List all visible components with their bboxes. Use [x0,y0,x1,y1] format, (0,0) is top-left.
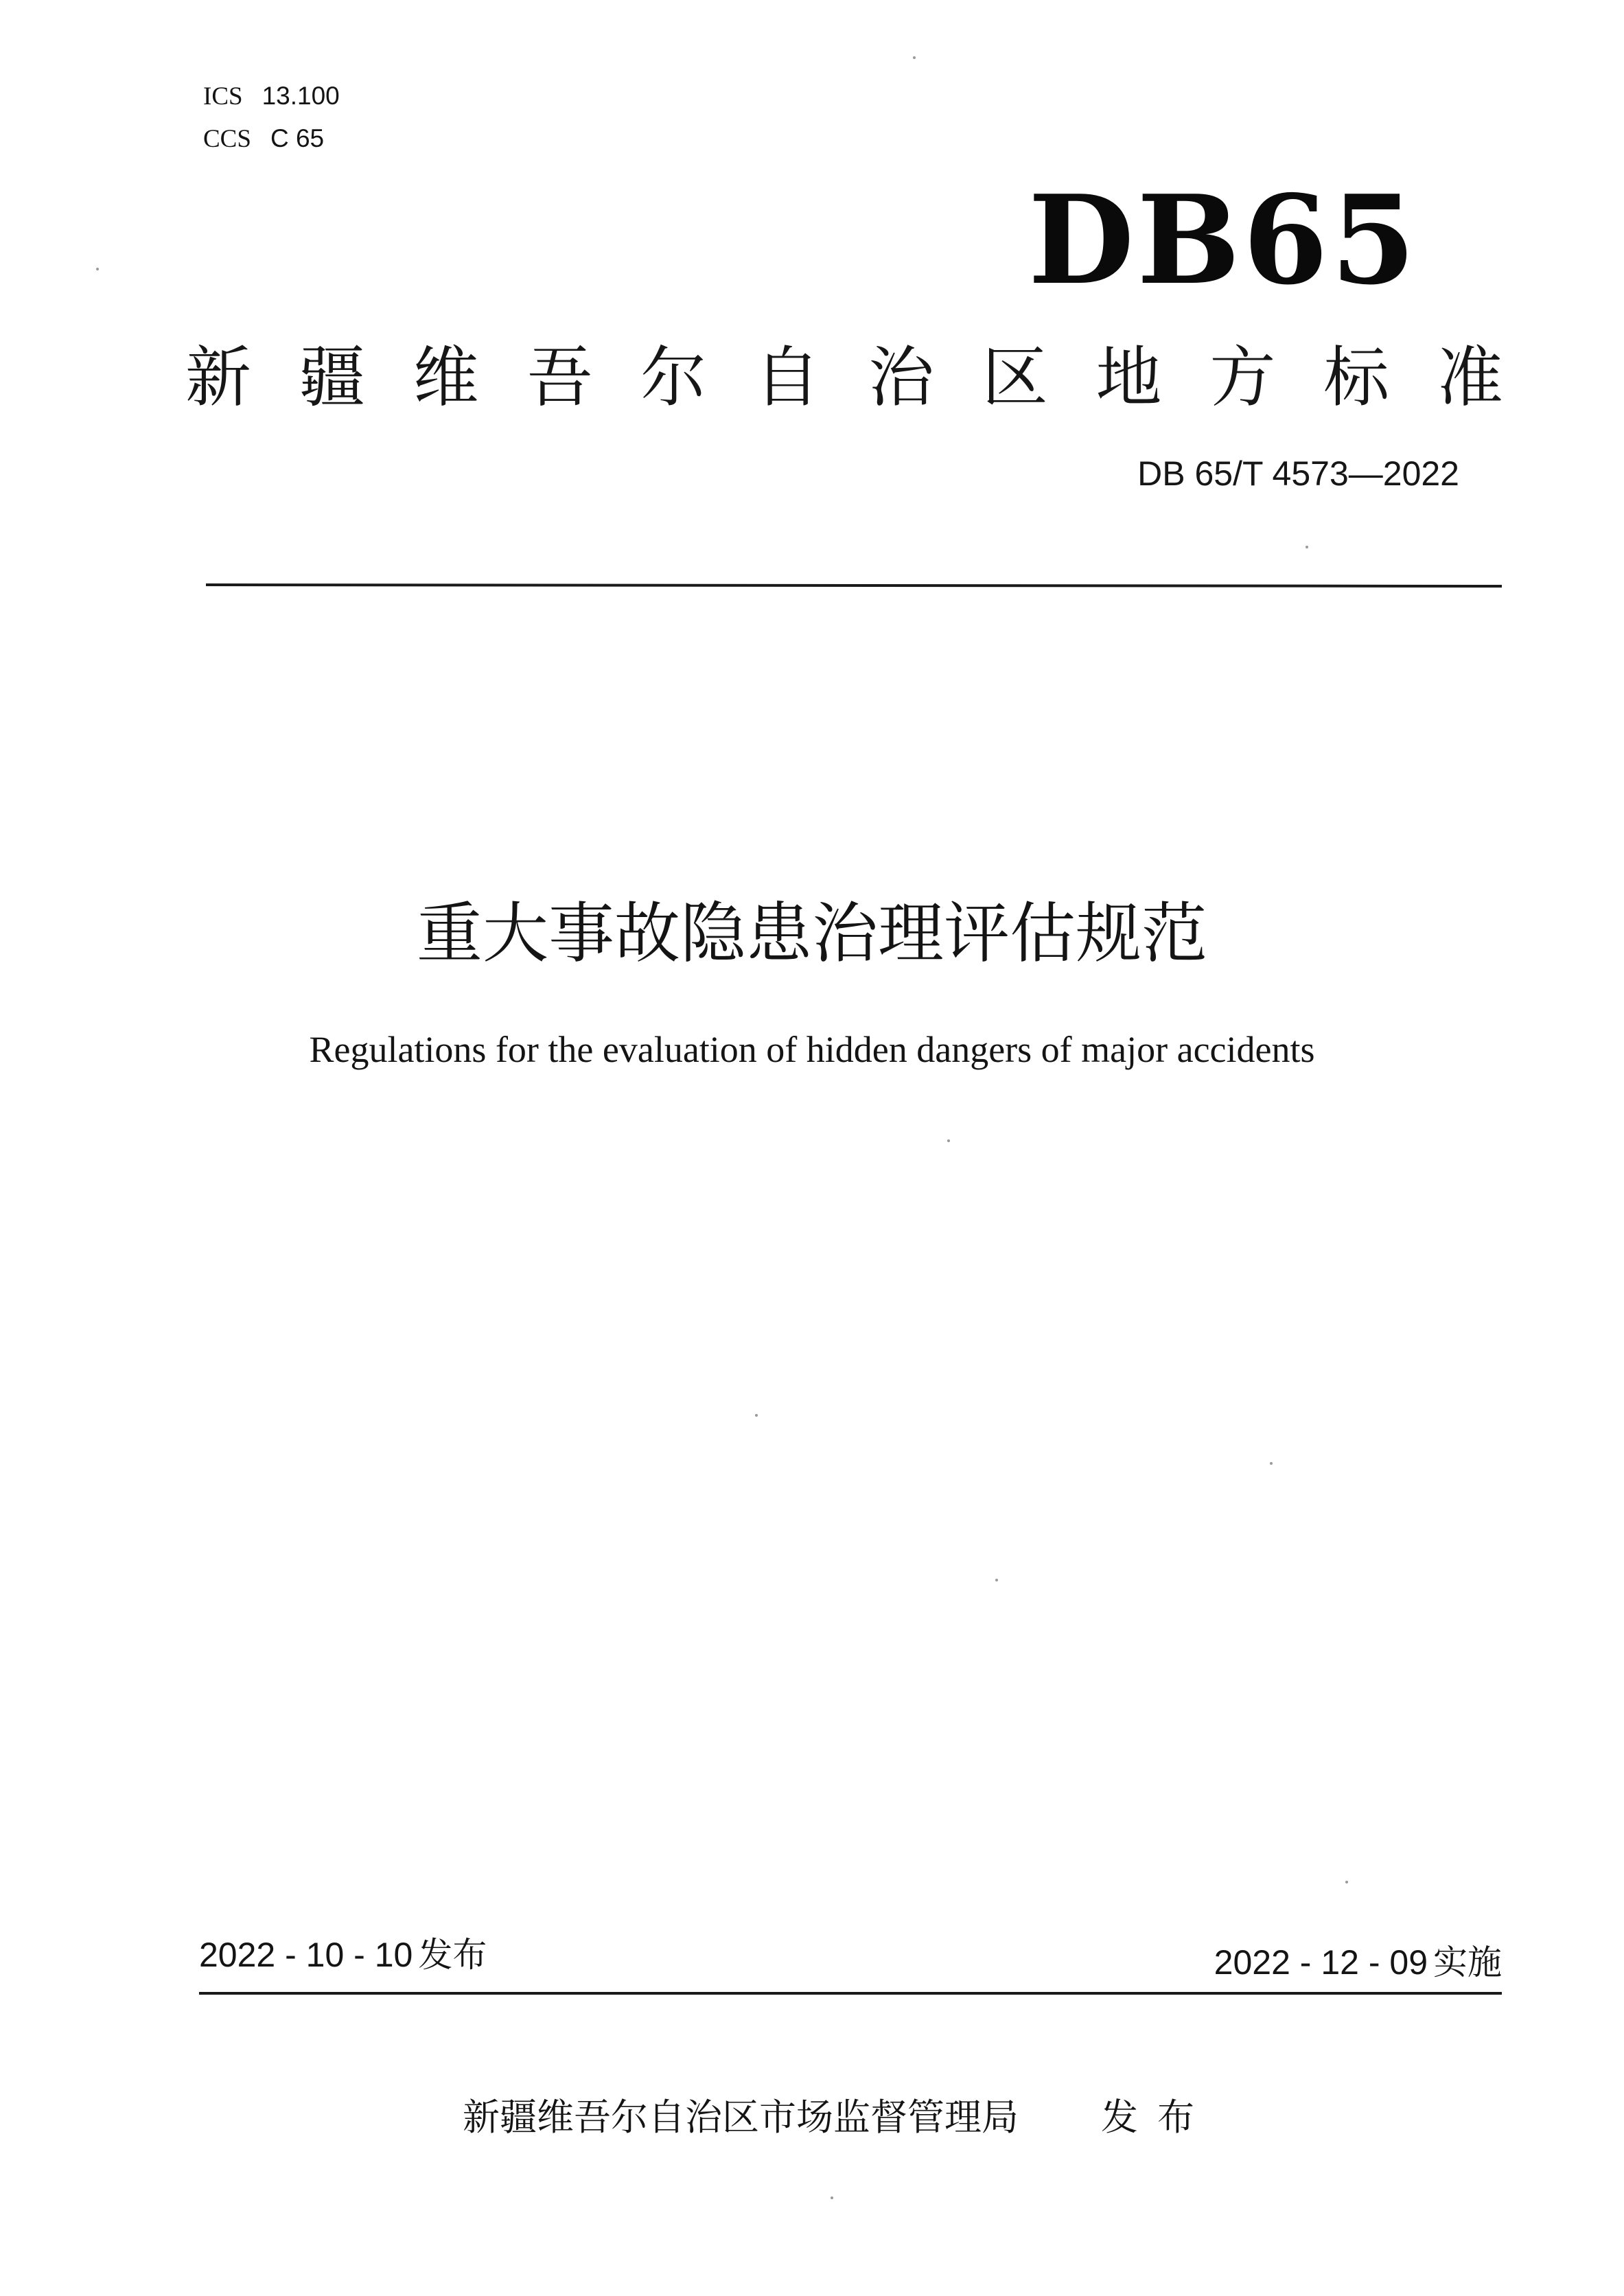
scan-speck [96,268,99,270]
standard-kind-char: 准 [1437,339,1503,416]
publish-date [199,1932,487,1978]
document-title-zh: 重大事故隐患治理评估规范 [417,895,1207,972]
standard-kind-char: 新 [185,339,251,416]
standard-kind-char: 地 [1095,339,1162,416]
scan-speck [995,1579,998,1581]
effective-date [1214,1940,1502,1985]
issuing-authority: 新疆维吾尔自治区市场监督管理局 [463,2096,1019,2139]
db65-logo: DB65 [1028,168,1419,312]
standard-kind-char: 自 [754,339,821,416]
standard-number: DB 65/T 4573—2022 [1137,454,1459,493]
scan-speck [755,1414,758,1417]
ccs-code [203,124,324,154]
ics-label: ICS [203,82,243,111]
ccs-label: CCS [203,125,251,153]
standard-kind-heading [185,336,1503,419]
standard-kind-char: 方 [1209,339,1276,416]
standard-kind-char: 尔 [640,339,707,416]
scan-speck [1270,1462,1273,1465]
document-title-en: Regulations for the evaluation of hidden dangers of major accidents [309,1029,1315,1070]
scan-speck [1306,546,1308,548]
header-divider [206,583,1502,588]
standard-kind-char: 区 [982,339,1048,416]
footer-divider [199,1992,1502,1995]
ics-code [203,81,340,112]
scan-speck [831,2196,833,2199]
effective-date-value: 2022 - 12 - 09 [1214,1943,1428,1982]
standard-kind-char: 标 [1323,339,1390,416]
standard-kind-char: 维 [413,339,479,416]
effective-suffix: 实施 [1433,1943,1502,1982]
standard-kind-char: 治 [868,339,934,416]
standard-kind-char: 吾 [526,339,593,416]
scan-speck [1345,1881,1348,1883]
issue-word: 发布 [1101,2096,1214,2139]
ics-value: 13.100 [262,82,340,110]
ccs-value: C 65 [270,124,325,152]
publish-date-value: 2022 - 10 - 10 [199,1936,413,1974]
publish-suffix: 发布 [418,1935,487,1975]
standard-kind-char: 疆 [299,339,365,416]
scan-speck [947,1139,950,1142]
scan-speck [913,56,916,59]
